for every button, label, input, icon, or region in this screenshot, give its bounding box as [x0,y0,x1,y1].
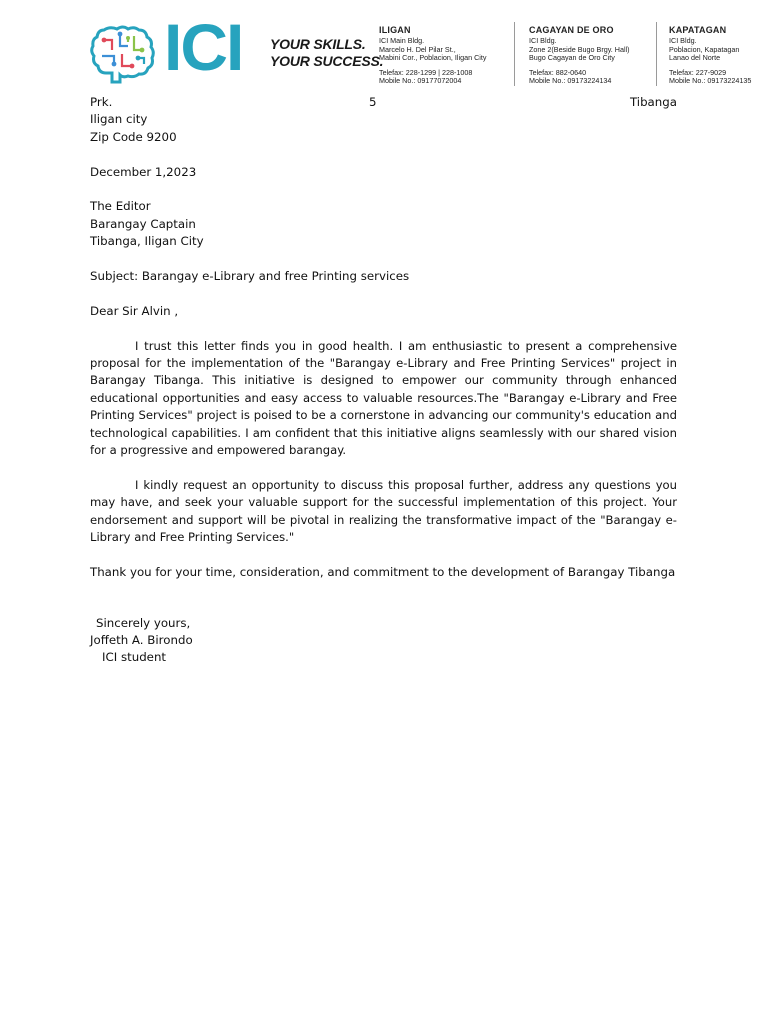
header-divider [656,22,657,86]
recipient-line: Tibanga, Iligan City [90,234,204,249]
thank-you-line: Thank you for your time, consideration, and commitment to the development of Barangay Tibanga [90,564,676,579]
tagline-line-2: YOUR SUCCESS. [270,53,384,69]
letter-date: December 1,2023 [90,164,197,179]
recipient-line: Barangay Captain [90,216,196,231]
branch-address-line: ICI Bldg. [669,36,697,45]
branch-address-line: Bugo Cagayan de Oro City [529,53,615,63]
branch-telefax: Telefax: 227-9029 [669,67,727,77]
branch-telefax: Telefax: 228-1299 | 228-1008 [379,67,473,77]
header-divider [514,22,515,86]
recipient-line: The Editor [90,199,151,214]
body-paragraph-2: I kindly request an opportunity to discuss this proposal further, address any questions you may have, and seek your valuable support for the successful implementation of this project. Your endorsement and support will be pivotal in realizing the transformative impact of the "Barangay e-Library and Free Printing Services." [90,477,677,545]
signer-title: ICI student [102,650,167,665]
branch-mobile: Mobile No.: 09173224134 [529,76,612,86]
body-paragraph-1: I trust this letter finds you in good health. I am enthusiastic to present a comprehensive proposal for the implementation of the "Barangay e-Library and Free Printing Services" project in Barangay Tibanga. This initiative is designed to empower our community through enhanced educational opportunities and easy access to valuable resources.The "Barangay e-Library and Free Printing Services" project is poised to be a cornerstone in advancing our community's education and technological capabilities. I am confident that this initiative aligns seamlessly with our shared vision for a progressive and empowered barangay. [90,338,677,458]
sender-purok-number: 5 [369,95,377,109]
branch-name: KAPATAGAN [669,25,727,35]
ici-logo [88,10,384,90]
tagline-line-1: YOUR SKILLS. [270,36,366,52]
closing-block [90,615,677,667]
sender-purok: Prk. [90,95,113,109]
logo-wordmark: ICI [164,10,243,84]
signer-name: Joffeth A. Birondo [90,633,193,648]
closing-phrase: Sincerely yours, [96,615,191,630]
branch-address-line: Poblacion, Kapatagan [669,44,740,54]
sender-zip: Zip Code 9200 [90,129,177,144]
branch-cagayan-de-oro [529,24,630,86]
branch-mobile: Mobile No.: 09177072004 [379,76,462,86]
branch-address-line: Lanao del Norte [669,53,721,63]
branch-address-line: Zone 2(Beside Bugo Brgy. Hall) [529,44,630,54]
branch-telefax: Telefax: 882-0640 [529,67,587,77]
letter-body [90,94,677,667]
branch-name: ILIGAN [379,25,411,35]
salutation: Dear Sir Alvin , [90,303,179,318]
sender-barangay: Tibanga [629,95,677,109]
branch-mobile: Mobile No.: 09173224135 [669,76,752,86]
sender-address-line [90,94,677,111]
branch-address-line: Mabini Cor., Poblacion, Iligan City [379,53,487,63]
branch-kapatagan [669,24,751,86]
branch-address-line: ICI Main Bldg. [379,36,425,45]
branch-address-line: ICI Bldg. [529,36,557,45]
brain-circuit-icon [90,20,156,86]
branch-iligan [379,24,486,86]
letterhead [88,10,768,90]
letter-subject: Subject: Barangay e-Library and free Printing services [90,269,410,283]
sender-city: Iligan city [90,112,148,127]
branch-address-line: Marcelo H. Del Pilar St., [379,44,456,54]
tagline [270,36,383,70]
branch-name: CAGAYAN DE ORO [529,25,614,35]
